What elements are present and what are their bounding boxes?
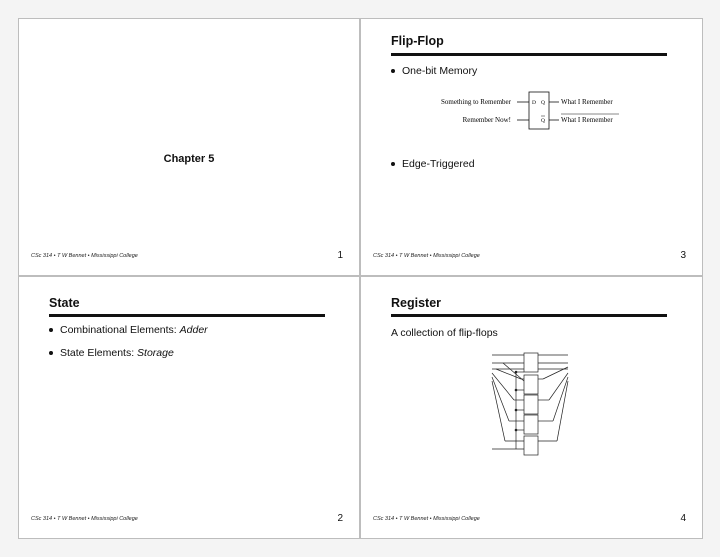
bullet-text: Edge-Triggered (402, 158, 475, 170)
register-diagram (361, 277, 704, 477)
slide-footer: CSc 314 • T W Bennet • Mississippi College (373, 253, 480, 259)
input-label-clock: Remember Now! (462, 116, 511, 124)
slide-text: A collection of flip-flops (391, 327, 498, 339)
bullet-dot (391, 162, 395, 166)
bullet-emphasis: Adder (179, 324, 208, 336)
pin-q-label: Q (541, 100, 545, 106)
register-ff-3 (524, 395, 538, 414)
slide-title: Flip-Flop (391, 34, 444, 48)
slide-2 (18, 276, 360, 539)
slide-4 (360, 276, 703, 539)
bullet-emphasis: Storage (137, 347, 174, 359)
input-label-data: Something to Remember (441, 98, 511, 106)
register-ff-4 (524, 415, 538, 434)
flip-flop-diagram (361, 19, 704, 159)
bullet-item (391, 158, 475, 170)
slide-3 (360, 18, 703, 276)
slide-1 (18, 18, 360, 276)
register-ff-1 (524, 353, 538, 372)
page-number: 1 (337, 250, 343, 261)
register-ff-2 (524, 375, 538, 394)
flip-flop-box (529, 92, 549, 129)
bullet-item (49, 347, 174, 359)
bullet-prefix: Combinational Elements: (60, 324, 177, 336)
page-number: 3 (680, 250, 686, 261)
bullet-text: One-bit Memory (402, 65, 478, 77)
slide-title: State (49, 296, 80, 310)
slide-title: Register (391, 296, 442, 310)
bullet-item (49, 324, 208, 336)
pin-qbar-label: Q (541, 118, 545, 124)
page-number: 2 (337, 513, 343, 524)
output-label-q: What I Remember (561, 98, 613, 106)
bullet-prefix: State Elements: (60, 347, 135, 359)
page-number: 4 (680, 513, 686, 524)
chapter-heading: Chapter 5 (163, 153, 215, 165)
output-label-qbar: What I Remember (561, 116, 613, 124)
pin-d-label: D (532, 100, 536, 106)
register-ff-5 (524, 436, 538, 455)
bullet-dot (49, 351, 53, 355)
slide-footer: CSc 314 • T W Bennet • Mississippi College (373, 516, 480, 522)
slide-footer: CSc 314 • T W Bennet • Mississippi College (31, 516, 138, 522)
title-rule (49, 314, 325, 317)
slide-footer: CSc 314 • T W Bennet • Mississippi College (31, 253, 138, 259)
bullet-dot (49, 328, 53, 332)
